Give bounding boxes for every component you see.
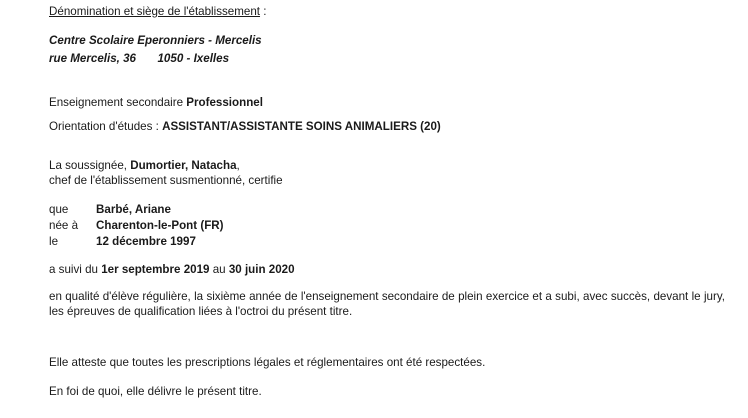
teaching-type: Professionnel xyxy=(186,96,263,109)
born-label: née à xyxy=(49,219,79,232)
period-start: 1er septembre 2019 xyxy=(101,263,210,276)
signatory-line xyxy=(49,158,240,173)
heading-colon: : xyxy=(260,5,267,18)
attestation-line: Elle atteste que toutes les prescriptions légales et réglementaires ont été respectées. xyxy=(49,356,486,369)
school-postal-city: 1050 - Ixelles xyxy=(157,52,230,65)
qualification-paragraph: en qualité d'élève régulière, la sixième année de l'enseignement secondaire de plein exercice et a subi, avec succès, devant le jury, les épreuves de qualification liées à l'octroi du présent titre. xyxy=(49,290,725,318)
establishment-heading xyxy=(49,4,266,19)
heading-text: Dénomination et siège de l'établissement xyxy=(49,5,261,18)
orientation-line xyxy=(49,119,441,134)
school-street: rue Mercelis, 36 xyxy=(49,52,137,65)
school-name: Centre Scolaire Eperonniers - Mercelis xyxy=(49,34,262,47)
student-name-row xyxy=(0,202,748,217)
orientation-prefix: Orientation d'études : xyxy=(49,120,163,133)
period-prefix: a suivi du xyxy=(49,263,102,276)
que-label: que xyxy=(49,203,69,216)
student-birthdate-row xyxy=(0,234,748,249)
signatory-prefix: La soussignée, xyxy=(49,159,131,172)
school-address xyxy=(49,51,229,66)
date-label: le xyxy=(49,235,59,248)
student-birthplace: Charenton-le-Pont (FR) xyxy=(96,219,224,232)
signatory-role: chef de l'établissement susmentionné, certifie xyxy=(49,174,283,187)
signatory-name: Dumortier, Natacha xyxy=(130,159,237,172)
signatory-suffix: , xyxy=(236,159,240,172)
period-line xyxy=(49,262,295,277)
student-name: Barbé, Ariane xyxy=(96,203,171,216)
student-birthdate: 12 décembre 1997 xyxy=(96,235,196,248)
period-end: 30 juin 2020 xyxy=(228,263,295,276)
closing-line: En foi de quoi, elle délivre le présent titre. xyxy=(49,385,262,398)
teaching-line xyxy=(49,95,263,110)
student-birthplace-row xyxy=(0,218,748,233)
orientation-value: ASSISTANT/ASSISTANTE SOINS ANIMALIERS (20) xyxy=(162,120,441,133)
teaching-prefix: Enseignement secondaire xyxy=(49,96,187,109)
period-middle: au xyxy=(209,263,229,276)
